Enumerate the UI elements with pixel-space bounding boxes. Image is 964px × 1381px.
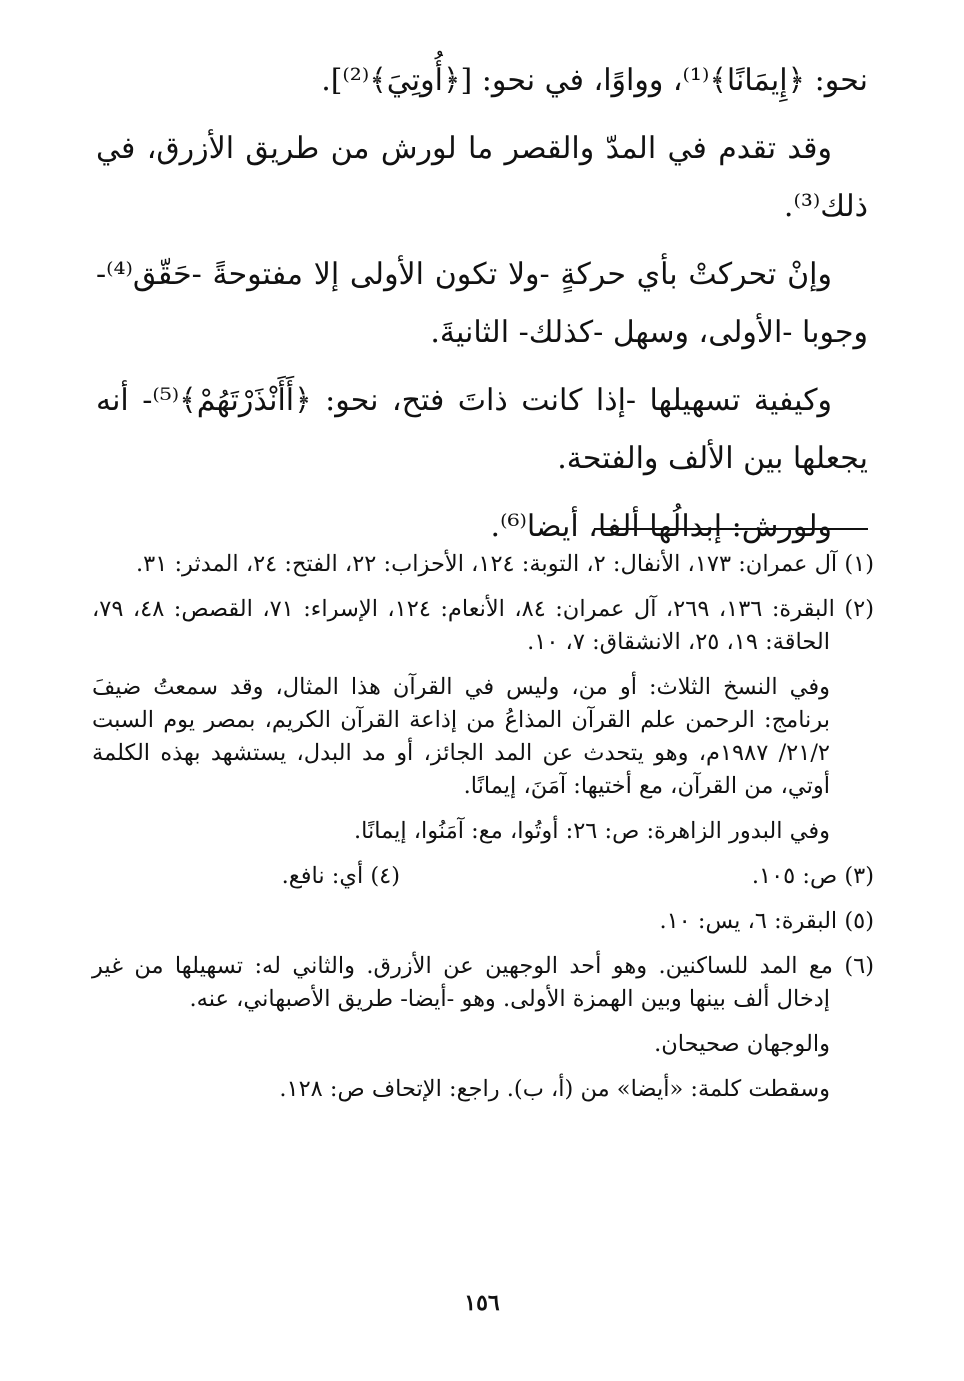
footnote-row-3-4 bbox=[92, 860, 874, 893]
footnote-1: (١) آل عمران: ١٧٣، الأنفال: ٢، التوبة: ١٢٤، الأحزاب: ٢٢، الفتح: ٢٤، المدثر: ٣١. bbox=[136, 551, 874, 577]
footnote-6-paragraph-3: وسقطت كلمة: «أيضا» من (أ، ب). راجع: الإتحاف ص: ١٢٨. bbox=[279, 1076, 830, 1102]
footnote-2-paragraph-3: وفي البدور الزاهرة: ص: ٢٦: أوتُوا، مع: آمَنُوا، إيمانًا. bbox=[354, 818, 830, 844]
footnote-6: (٦) مع المد للساكنين. وهو أحد الوجهين عن الأزرق. والثاني له: تسهيلها من غير إدخال ألف بينها وبين الهمزة الأولى. وهو -أيضا- طريق الأصبهاني، عنه. bbox=[92, 953, 874, 1012]
footnote-2: (٢) البقرة: ١٣٦، ٢٦٩، آل عمران: ٨٤، الأنعام: ١٢٤، الإسراء: ٧١، القصص: ٤٨، ٧٩، الحاقة: ١٩، ٢٥، الانشقاق: ٧، ١٠. bbox=[92, 596, 874, 655]
page-number: ١٥٦ bbox=[464, 1290, 500, 1316]
footnote-2-paragraph-2: وفي النسخ الثلاث: أو من، وليس في القرآن هذا المثال، وقد سمعتُ ضيفَ برنامج: الرحمن علم القرآن المذاعُ من إذاعة القرآن الكريم، بمصر يوم السبت ٢١/٢/ ١٩٨٧م، وهو يتحدث عن المد الجائز، أو مد البدل، يستشهد بهذه الكلمة أوتي، من القرآن، مع أختيها: آمَنَ، إيمانًا. bbox=[92, 674, 830, 799]
body-line-2: وقد تقدم في المدّ والقصر ما لورش من طريق الأزرق، في ذلك⁽³⁾. bbox=[96, 131, 868, 224]
main-text bbox=[96, 52, 868, 566]
body-line-5: ولورش: إبدالُها ألفا، أيضا⁽⁶⁾. bbox=[490, 509, 832, 544]
footnote-4: (٤) أي: نافع. bbox=[281, 863, 400, 889]
footnote-6-paragraph-2: والوجهان صحيحان. bbox=[654, 1031, 830, 1057]
footnote-divider bbox=[594, 528, 868, 530]
body-line-4: وكيفية تسهيلها -إذا كانت ذاتَ فتح، نحو: ﴿أَأَنْذَرْتَهُمْ﴾⁽⁵⁾- أنه يجعلها بين الألف والفتحة. bbox=[96, 383, 868, 476]
body-line-3: وإنْ تحركتْ بأي حركةٍ -ولا تكون الأولى إلا مفتوحةً -حَقّق⁽⁴⁾- وجوبا -الأولى، وسهل -كذلك- الثانيةَ. bbox=[96, 257, 868, 350]
footnotes bbox=[92, 548, 874, 1118]
footnote-5: (٥) البقرة: ٦، يس: ١٠. bbox=[659, 908, 874, 934]
body-line-1: نحو: ﴿إِيمَانًا﴾⁽¹⁾، وواوًا، في نحو: [﴿أُوتِيَ﴾⁽²⁾]. bbox=[321, 63, 868, 98]
footnote-3: (٣) ص: ١٠٥. bbox=[751, 863, 874, 889]
